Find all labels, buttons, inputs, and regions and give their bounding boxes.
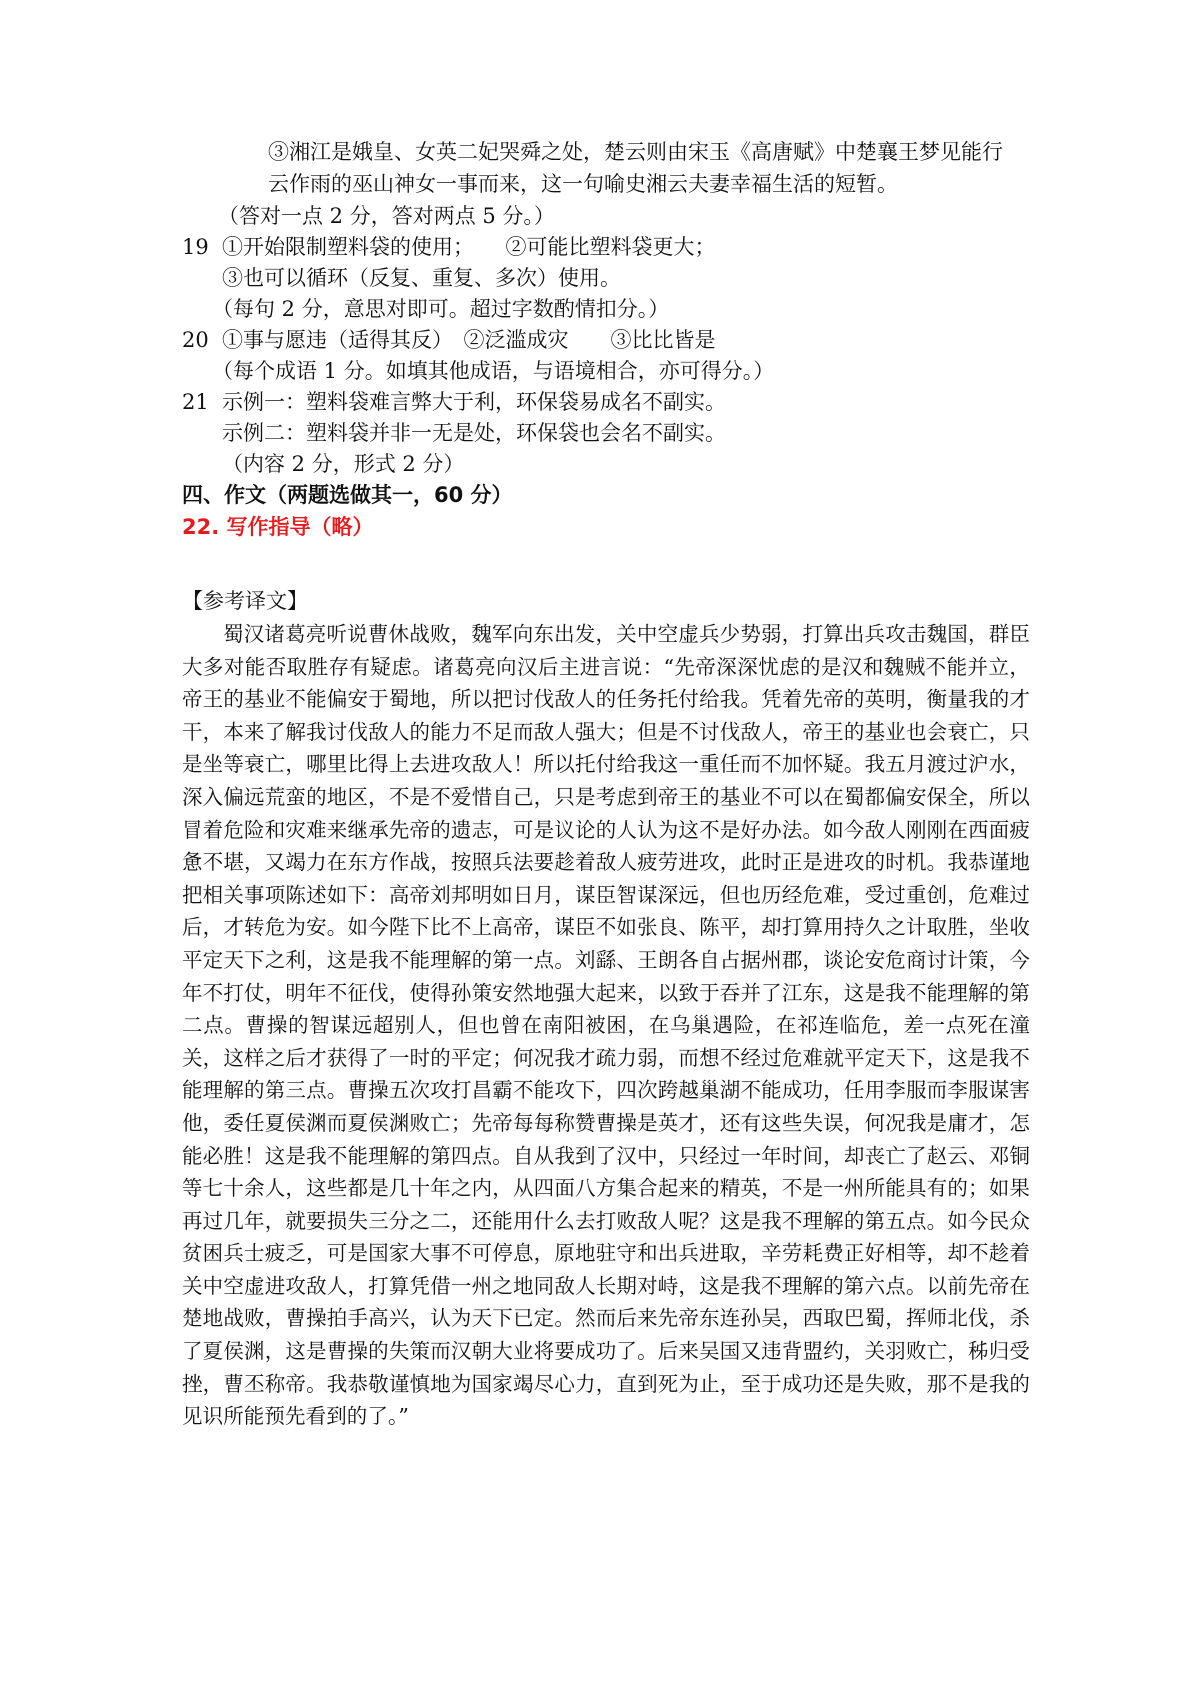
translation-body: 蜀汉诸葛亮听说曹休战败，魏军向东出发，关中空虚兵少势弱，打算出兵攻击魏国，群臣大多对能否取胜存有疑虑。诸葛亮向汉后主进言说：“先帝深深忧虑的是汉和魏贼不能并立，帝王的基业不能偏安于蜀地，所以把讨伐敌人的任务托付给我。凭着先帝的英明，衡量我的才干，本来了解我讨伐敌人的能力不足而敌人强大；但是不讨伐敌人，帝王的基业也会衰亡，只是坐等衰亡，哪里比得上去进攻敌人！所以托付给我这一重任而不加怀疑。我五月渡过沪水，深入偏远荒蛮的地区，不是不爱惜自己，只是考虑到帝王的基业不可以在蜀都偏安保全，所以冒着危险和灾难来继承先帝的遗志，可是议论的人认为这不是好办法。如今敌人刚刚在西面疲惫不堪，又竭力在东方作战，按照兵法要趁着敌人疲劳进攻，此时正是进攻的时机。我恭谨地把相关事项陈述如下：高帝刘邦明如日月，谋臣智谋深远，但也历经危难，受过重创，危难过后，才转危为安。如今陛下比不上高帝，谋臣不如张良、陈平，却打算用持久之计取胜，坐收平定天下之利，这是我不能理解的第一点。刘繇、王朗各自占据州郡，谈论安危商讨计策，今年不打仗，明年不征伐，使得孙策安然地强大起来，以致于吞并了江东，这是我不能理解的第二点。曹操的智谋远超别人，但也曾在南阳被困，在乌巢遇险，在祁连临危，差一点死在潼关，这样之后才获得了一时的平定；何况我才疏力弱，而想不经过危难就平定天下，这是我不能理解的第三点。曹操五次攻打昌霸不能攻下，四次跨越巢湖不能成功，任用李服而李服谋害他，委任夏侯渊而夏侯渊败亡；先帝每每称赞曹操是英才，还有这些失误，何况我是庸才，怎能必胜！这是我不能理解的第四点。自从我到了汉中，只经过一年时间，却丧亡了赵云、邓铜等七十余人，这些都是几十年之内，从四面八方集合起来的精英，不是一州所能具有的；如果再过几年，就要损失三分之二，还能用什么去打败敌人呢？这是我不理解的第五点。如今民众贫困兵士疲乏，可是国家大事不可停息，原地驻守和出兵进取，辛劳耗费正好相等，却不趁着关中空虚进攻敌人，打算凭借一州之地同敌人长期对峙，这是我不理解的第六点。以前先帝在楚地战败，曹操拍手高兴，认为天下已定。然而后来先帝东连孙吴，西取巴蜀，挥师北伐，杀了夏侯渊，这是曹操的失策而汉朝大业将要成功了。后来吴国又违背盟约，关羽败亡，秭归受挫，曹丕称帝。我恭敬谨慎地为国家竭尽心力，直到死为止，至于成功还是失败，那不是我的见识所能预先看到的了。” — [182, 622, 1030, 1429]
q19-scoring: （每句 2 分，意思对即可。超过字数酌情扣分。） — [212, 297, 670, 321]
q21-example1: 示例一：塑料袋难言弊大于利，环保袋易成名不副实。 — [222, 390, 726, 414]
q21-line1 — [182, 387, 726, 417]
q20-line1 — [182, 325, 716, 355]
translation-heading: 【参考译文】 — [182, 589, 308, 613]
q18-item3-line2: 云作雨的巫山神女一事而来，这一句喻史湘云夫妻幸福生活的短暂。 — [268, 172, 898, 196]
q19-answer-line2: ③也可以循环（反复、重复、多次）使用。 — [222, 266, 621, 290]
q20-scoring: （每个成语 1 分。如填其他成语，与语境相合，亦可得分。） — [212, 359, 775, 383]
q19-number: 19 — [182, 235, 209, 259]
q21-example2: 示例二：塑料袋并非一无是处，环保袋也会名不副实。 — [222, 421, 726, 445]
q20-answer: ①事与愿违（适得其反） ②泛滥成灾 ③比比皆是 — [222, 328, 716, 352]
q19-answer-line1: ①开始限制塑料袋的使用； ②可能比塑料袋更大； — [222, 235, 716, 259]
q20-number: 20 — [182, 328, 209, 352]
q18-item3-line1: ③湘江是娥皇、女英二妃哭舜之处，楚云则由宋玉《高唐赋》中楚襄王梦见能行 — [268, 140, 1003, 164]
q21-number: 21 — [182, 390, 209, 414]
section4-heading: 四、作文（两题选做其一，60 分） — [182, 483, 513, 507]
q18-scoring: （答对一点 2 分，答对两点 5 分。） — [218, 204, 555, 228]
q19-line1 — [182, 232, 716, 262]
q22-heading: 22. 写作指导（略） — [182, 515, 374, 539]
q21-scoring: （内容 2 分，形式 2 分） — [222, 452, 465, 476]
